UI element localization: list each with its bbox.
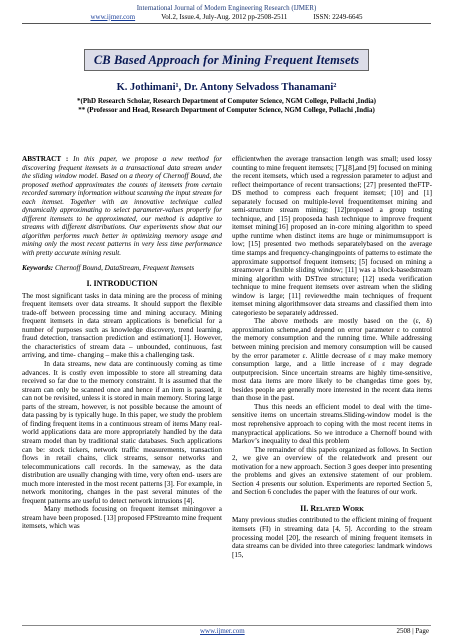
abstract-text: In this paper, we propose a new method for discovering frequent itemsets in a transactional data stream under the sliding window model. Based on a theory of Chernoff Bound, the proposed method approximates the counts of itemsets from certain recorded summary information without scanning the input stream for each itemset. Together with an innovative technique called dynamically approximating to select parameter-values properly for different itemsets to be approximated, our method is adaptive to streams with different distributions. Our experiments show that our algorithm performs much better in optimizing memory usage and mining only the most recent patterns in very less time performance with pretty accurate mining result. (22, 155, 223, 258)
page-number: 2508 | Page (396, 627, 429, 635)
affiliation-1: *(PhD Research Scholar, Research Department of Computer Science, NGM College, Pollachi ,India) (77, 97, 376, 105)
intro-paragraph-6: Thus this needs an efficient model to deal with the time-sensitive items on uncertain streams.Sliding-window model is the most reprehensive approach to coping with the most recent items in manypractical applications. So we introduce a Chernoff bound with Markov’s inequality to deal this problem (232, 402, 432, 446)
intro-paragraph-1: The most significant tasks in data mining are the process of mining frequent itemsets over data streams. It should support the flexible trade-off between processing time and mining accuracy. Mining frequent itemsets in data stream applications is beneficial for a number of purposes such as knowledge discovery, trend learning, fraud detection, transaction prediction and estimation[1]. However, the characteristics of stream data – unbounded, continuous, fast arriving, and time- changing – make this a challenging task. (22, 291, 222, 360)
footer-url-link[interactable]: www.ijmer.com (200, 627, 245, 635)
affiliations (0, 97, 453, 115)
keywords-text: Chernoff Bound, DataStream, Frequent Itemsets (53, 263, 195, 272)
authors: K. Jothimani¹, Dr. Antony Selvadoss Thanamani² (116, 82, 337, 93)
right-column (232, 155, 432, 559)
footer-divider (22, 625, 431, 626)
keywords (22, 264, 222, 273)
journal-meta (0, 13, 453, 22)
left-column (22, 155, 222, 531)
intro-paragraph-5: The above methods are mostly based on the (ε, δ) approximation scheme,and depend on error parameter ε to control the memory consumption and the running time. While addressing between mining precision and memory consumption will be caused by the error parameter ε. Alittle decrease of ε may make memory consumption large, and a little increase of ε may degrade outputprecision. Since uncertain streams are highly time-sensitive, most data items are more likely to be changedas time goes by, besides people are generally more interested in the recent data items than those in the past. (232, 317, 432, 403)
abstract-label: ABSTRACT : (22, 155, 69, 163)
section-heading-introduction: I. INTRODUCTION (86, 279, 158, 289)
title-box (84, 49, 369, 71)
keywords-label: Keywords: (22, 263, 54, 272)
affiliation-2: ** (Professor and Head, Research Department of Computer Science, NGM College, Pollachi ,India) (78, 106, 375, 114)
journal-issn: ISSN: 2249-6645 (313, 12, 363, 21)
intro-paragraph-4: efficientwhen the average transaction length was small; used lossy counting to mine frequent itemsets; [7],[8],and [9] focused on mining the recent itemsets, which used a regression parameter to adjust and reflect theimportance of recent transactions; [27] presented theFTP-DS method to compress each frequent itemset; [10] and [1] separately focused on multiple-level frequentitemset mining and semi-structure stream mining; [12]proposed a group testing technique, and [15] proposeda hash technique to improve frequent itemset mining[16] proposed an in-core mining algorithm to speed upthe runtime when distinct items are huge or minimumsupport is low; [15] presented two methods separatelybased on the average time stamps and frequency-changingpoints of patterns to estimate the approximate supportsof frequent itemsets; [5] focused on mining a streamover a flexible sliding window; [11] was a block-basedstream mining algorithm with DSTree structure; [12] useda verification technique to mine frequent itemsets over astream when the sliding window is large; [11] reviewedthe main techniques of frequent itemset mining algorithmsover data streams and classified them into categoriesto be separately addressed. (232, 155, 432, 317)
header-divider (22, 23, 431, 24)
intro-paragraph-2: In data streams, new data are continuously coming as time advances. It is costly even impossible to store all streaming data received so far due to the memory constraint. It is assumed that the stream can only be scanned once and hence if an item is passed, it can not be revisited, unless it is stored in main memory. Storing large parts of the stream, however, is not possible because the amount of data passing by is typically huge. In this paper, we study the problem of finding frequent items in a continuous stream of items Many real-world applications data are more appropriately handled by the data stream model than by traditional static databases. Such applications can be: stock tickers, network traffic measurements, transaction flows in retail chains, click streams, sensor networks and telecommunications call records. In the sameway, as the data distribution are usually changing with time, very often end- users are much more interested in the most recent patterns [3]. For example, in network monitoring, changes in the past several minutes of the frequent patterns are useful to detect network intrusions [4]. (22, 360, 222, 505)
journal-name: International Journal of Modern Engineering Research (IJMER) (136, 4, 317, 12)
journal-url-link[interactable]: www.ijmer.com (90, 12, 136, 21)
abstract (22, 155, 222, 258)
intro-paragraph-3: Many methods focusing on frequent itemset miningover a stream have been proposed. [13] proposed FPStreamto mine frequent itemsets, which was (22, 505, 222, 531)
section-heading-related-work: II. Related Work (300, 503, 364, 513)
journal-header (0, 4, 453, 21)
journal-volume: Vol.2, Issue.4, July-Aug. 2012 pp-2508-2511 (161, 12, 288, 21)
related-work-paragraph-1: Many previous studies contributed to the efficient mining of frequent itemsets (FI) in streaming data [4, 5]. According to the stream processing model [20], the research of mining frequent itemsets in data streams can be divided into three categories: landmark windows [15, (232, 516, 432, 559)
paper-title: CB Based Approach for Mining Frequent Itemsets (93, 52, 360, 67)
intro-paragraph-7: The remainder of this papeis organized as follows. In Section 2, we give an overview of the relatedwork and present our motivation for a new approach. Section 3 goes deeper into presenting the problems and gives an extensive statement of our problem. Section 4 presents our solution. Experiments are reported Section 5, and Section 6 concludes the paper with the features of our work. (232, 445, 432, 497)
